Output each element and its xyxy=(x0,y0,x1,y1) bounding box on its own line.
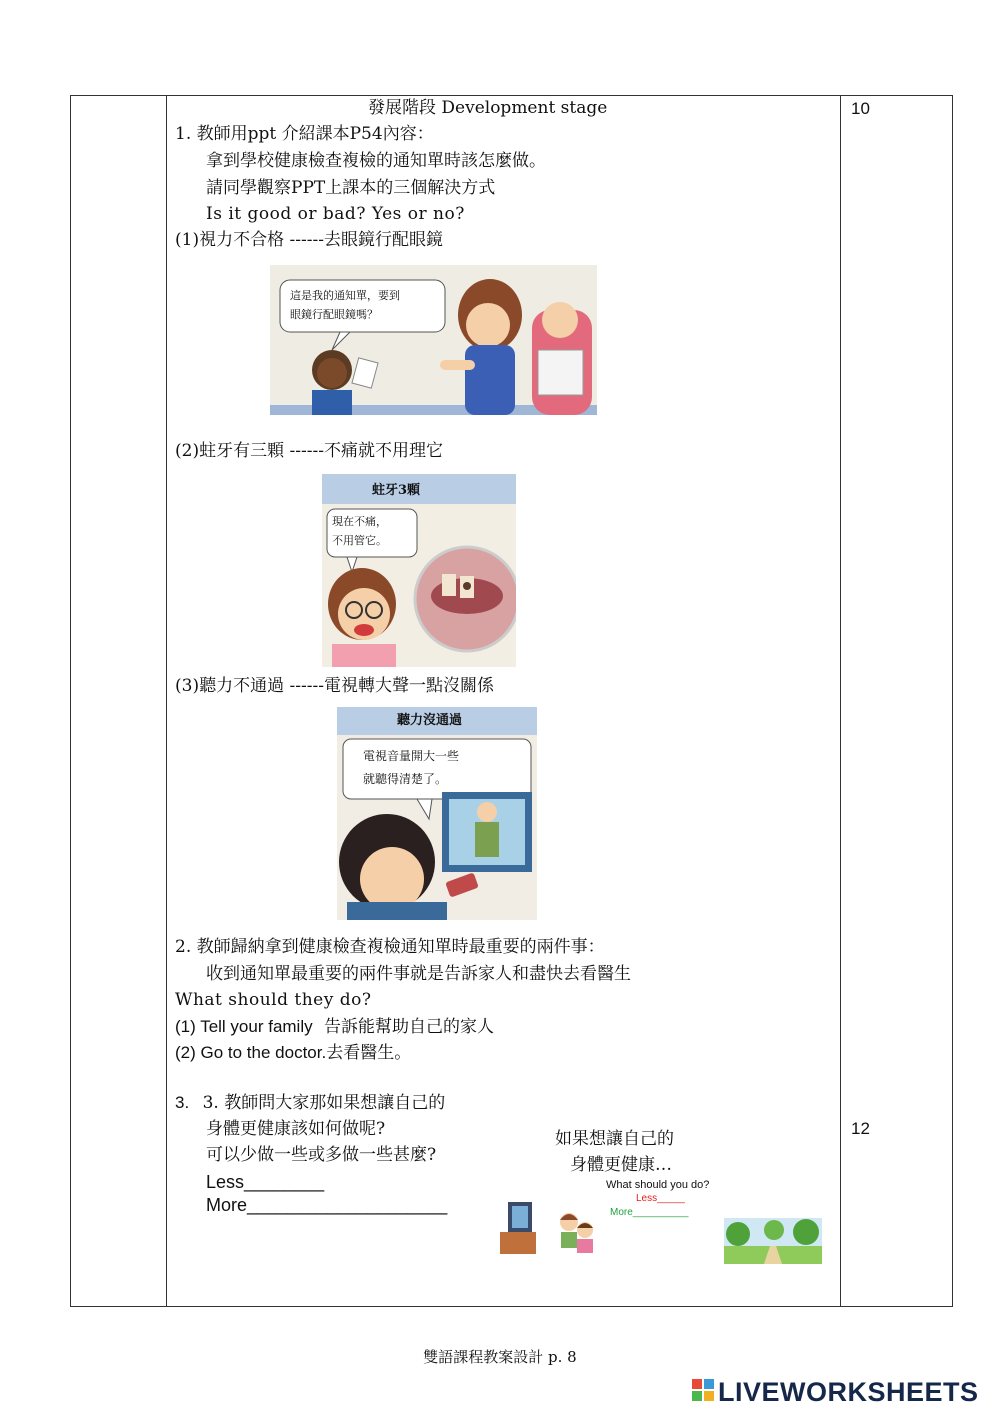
img3-bubble-text-1: 電視音量開大一些 xyxy=(363,749,460,763)
step3-more-blank[interactable]: More____________________ xyxy=(206,1195,448,1215)
time-cell-1: 10 xyxy=(851,99,870,118)
column-divider-1 xyxy=(166,96,167,1306)
step2-heading: 2. 教師歸納拿到健康檢查複檢通知單時最重要的兩件事： xyxy=(175,937,605,957)
time-cell-2: 12 xyxy=(851,1119,870,1138)
step3-heading xyxy=(175,1094,445,1112)
cavity-scene-illustration xyxy=(322,474,516,667)
tv-icon xyxy=(498,1200,538,1256)
step1-line3: 請同學觀察PPT上課本的三個解決方式 xyxy=(206,178,496,198)
step2-answer-2-en: (2) Go to the doctor. xyxy=(175,1043,327,1062)
img2-bubble-text-1: 現在不痛， xyxy=(332,515,387,528)
stage-title: 發展階段 Development stage xyxy=(368,98,608,118)
img1-bubble-text-1: 這是我的通知單，要到 xyxy=(290,289,400,302)
step2-answer-1-zh: 告訴能幫助自己的家人 xyxy=(324,1017,495,1037)
step1-item1: (1)視力不合格 ------去眼鏡行配眼鏡 xyxy=(175,230,443,250)
slide-less: Less_____ xyxy=(636,1193,685,1204)
liveworksheets-logo-icon xyxy=(692,1379,714,1401)
slide-title-line2: 身體更健康… xyxy=(570,1155,672,1175)
step1-item2: (2)蛀牙有三顆 ------不痛就不用理它 xyxy=(175,441,443,461)
slide-question: What should you do? xyxy=(606,1179,710,1191)
textbook-image-hearing xyxy=(337,707,537,920)
img1-bubble-text-2: 眼鏡行配眼鏡嗎？ xyxy=(290,308,378,321)
step2-answer-2-zh: 去看醫生。 xyxy=(326,1043,412,1063)
step2-answer-2 xyxy=(175,1044,411,1062)
step1-item3: (3)聽力不通過 ------電視轉大聲一點沒關係 xyxy=(175,676,494,696)
step3-number: 3. xyxy=(175,1093,190,1112)
img3-title: 聽力沒通過 xyxy=(397,713,463,728)
step1-line2: 拿到學校健康檢查複檢的通知單時該怎麼做。 xyxy=(206,151,546,171)
step2-answer-1 xyxy=(175,1018,494,1036)
slide-title-line1: 如果想讓自己的 xyxy=(555,1129,674,1149)
img2-bubble-text-2: 不用管它。 xyxy=(332,534,387,547)
step3-line2: 身體更健康該如何做呢? xyxy=(206,1119,386,1139)
children-icon xyxy=(556,1208,598,1260)
step3-line3: 可以少做一些或多做一些甚麼? xyxy=(206,1145,437,1165)
img3-bubble-text-2: 就聽得清楚了。 xyxy=(363,772,448,786)
step2-line2: 收到通知單最重要的兩件事就是告訴家人和盡快去看醫生 xyxy=(206,964,631,984)
step2-question: What should they do? xyxy=(175,990,372,1010)
park-icon xyxy=(724,1218,822,1264)
step3-less-blank[interactable]: Less________ xyxy=(206,1172,325,1192)
step3-heading-text: 3. 教師問大家那如果想讓自己的 xyxy=(202,1093,446,1113)
slide-more: More__________ xyxy=(610,1207,689,1218)
liveworksheets-brand[interactable]: LIVEWORKSHEETS xyxy=(718,1377,979,1407)
step2-answer-1-en: (1) Tell your family xyxy=(175,1017,313,1036)
hearing-scene-illustration xyxy=(337,707,537,920)
textbook-image-glasses xyxy=(270,265,597,415)
textbook-image-cavity xyxy=(322,474,516,667)
page-footer: 雙語課程教案設計 p. 8 xyxy=(423,1348,577,1366)
glasses-scene-illustration xyxy=(270,265,597,415)
img2-title: 蛀牙3顆 xyxy=(372,483,421,498)
step1-heading: 1. 教師用ppt 介紹課本P54內容： xyxy=(175,124,434,144)
step1-line4: Is it good or bad? Yes or no? xyxy=(206,204,465,224)
column-divider-2 xyxy=(840,96,841,1306)
